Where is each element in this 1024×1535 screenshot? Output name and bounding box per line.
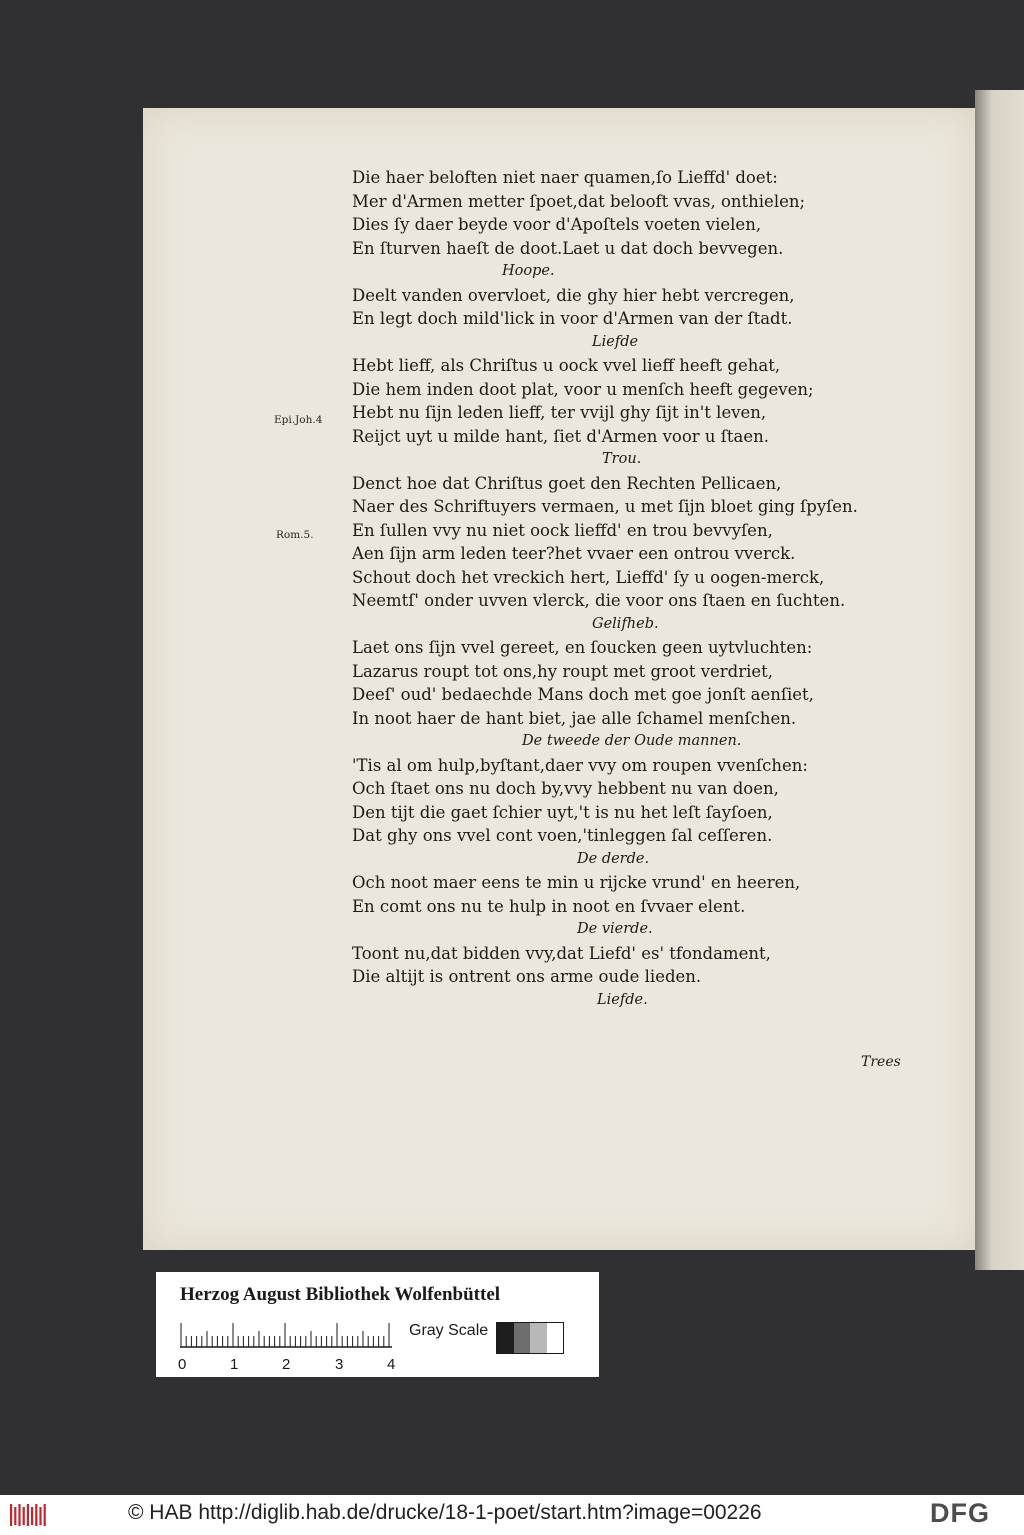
poem-line: Schout doch het vreckich hert, Lieffd' ſy u oogen-merck, [352, 567, 825, 587]
poem-line: Die haer beloften niet naer quamen,ſo Lieffd' doet: [352, 168, 778, 187]
gray-scale-swatches [496, 1322, 564, 1354]
poem-line: En comt ons nu te hulp in noot en ſvvaer elent. [352, 896, 746, 916]
poem-line: Aen ſijn arm leden teer?het vvaer een ontrou vverck. [352, 544, 796, 563]
poem-line: In noot haer de hant biet, jae alle ſchamel menſchen. [352, 708, 797, 728]
poem-line: Neemtſ' onder uvven vlerck, die voor ons ſtaen en ſuchten. [352, 591, 846, 610]
catchword: Trees [861, 1054, 901, 1070]
poem-line: Hebt lieff, als Chriſtus u oock vvel lieff heeft gehat, [352, 356, 781, 375]
poem-line: Laet ons ſijn vvel gereet, en ſoucken geen uytvluchten: [352, 638, 813, 657]
footer-bar [0, 1495, 1024, 1535]
poem-heading: De derde. [577, 850, 650, 867]
ruler-label-3: 3 [335, 1356, 344, 1373]
poem-line: Mer d'Armen metter ſpoet,dat belooft vvas, onthielen; [352, 191, 806, 211]
poem-line: Naer des Schriftuyers vermaen, u met ſijn bloet ging ſpyſen. [352, 497, 858, 516]
poem-line: Hebt nu ſijn leden lieff, ter vvijl ghy ſijt in't leven, [352, 403, 767, 422]
margin-note-rom: Rom.5. [276, 529, 314, 541]
poem-heading: De vierde. [577, 921, 653, 937]
gray-swatch [514, 1323, 531, 1353]
ruler-label-0: 0 [178, 1356, 187, 1373]
gray-scale-label: Gray Scale [409, 1322, 489, 1339]
poem-line: Deelt vanden overvloet, die ghy hier hebt vercregen, [352, 285, 795, 305]
poem-heading: Liefde. [597, 991, 648, 1008]
ruler-icon [180, 1322, 392, 1348]
poem-heading: Hoope. [502, 263, 555, 279]
card-title: Herzog August Bibliothek Wolfenbüttel [180, 1284, 501, 1305]
ruler-label-2: 2 [282, 1356, 291, 1373]
poem-text-block [352, 166, 912, 1012]
poem-heading: Liefde [592, 333, 639, 350]
gray-swatch [547, 1323, 564, 1353]
poem-line: Och noot maer eens te min u rijcke vrund' en heeren, [352, 873, 801, 892]
poem-line: Denct hoe dat Chriſtus goet den Rechten Pellicaen, [352, 473, 782, 493]
poem-heading: De tweede der Oude mannen. [522, 733, 742, 749]
margin-note-epi: Epi.Joh.4 [274, 414, 323, 426]
poem-heading: Trou. [602, 451, 642, 467]
poem-line: Den tijt die gaet ſchier uyt,'t is nu het leſt ſayſoen, [352, 802, 773, 822]
color-calibration-card [156, 1272, 599, 1377]
poem-line: Die hem inden doot plat, voor u menſch heeft gegeven; [352, 379, 814, 399]
poem-line: Och ſtaet ons nu doch by,vvy hebbent nu van doen, [352, 779, 779, 798]
gray-swatch [497, 1323, 514, 1353]
ruler-label-1: 1 [230, 1356, 239, 1373]
dfg-logo: DFG [930, 1498, 990, 1528]
poem-line: Reijct uyt u milde hant, ſiet d'Armen voor u ſtaen. [352, 426, 769, 446]
poem-line: En legt doch mild'lick in voor d'Armen van der ſtadt. [352, 309, 793, 328]
ruler-label-4: 4 [387, 1356, 396, 1373]
gray-swatch [530, 1323, 547, 1353]
poem-line: Dies ſy daer beyde voor d'Apoſtels voeten vielen, [352, 215, 762, 234]
poem-line: En ſturven haeſt de doot.Laet u dat doch bevvegen. [352, 238, 784, 258]
poem-line: Lazarus roupt tot ons,hy roupt met groot verdriet, [352, 661, 774, 681]
footer-url-text[interactable]: © HAB http://diglib.hab.de/drucke/18-1-poet/start.htm?image=00226 [128, 1501, 762, 1524]
poem-line: Toont nu,dat bidden vvy,dat Liefd' es' tfondament, [352, 943, 771, 963]
facing-page-edge [975, 90, 1024, 1270]
poem-line: 'Tis al om hulp,byſtant,daer vvy om roupen vvenſchen: [352, 755, 808, 775]
poem-line: Deeſ' oud' bedaechde Mans doch met goe jonſt aenſiet, [352, 685, 814, 704]
book-page [143, 108, 975, 1250]
library-logo-icon [10, 1503, 48, 1527]
poem-line: En ſullen vvy nu niet oock lieffd' en trou bevvyſen, [352, 520, 773, 540]
poem-line: Die altijt is ontrent ons arme oude lieden. [352, 967, 702, 986]
poem-line: Dat ghy ons vvel cont voen,'tinleggen ſal ceſſeren. [352, 826, 773, 845]
poem-heading: Gelifheb. [592, 615, 659, 632]
